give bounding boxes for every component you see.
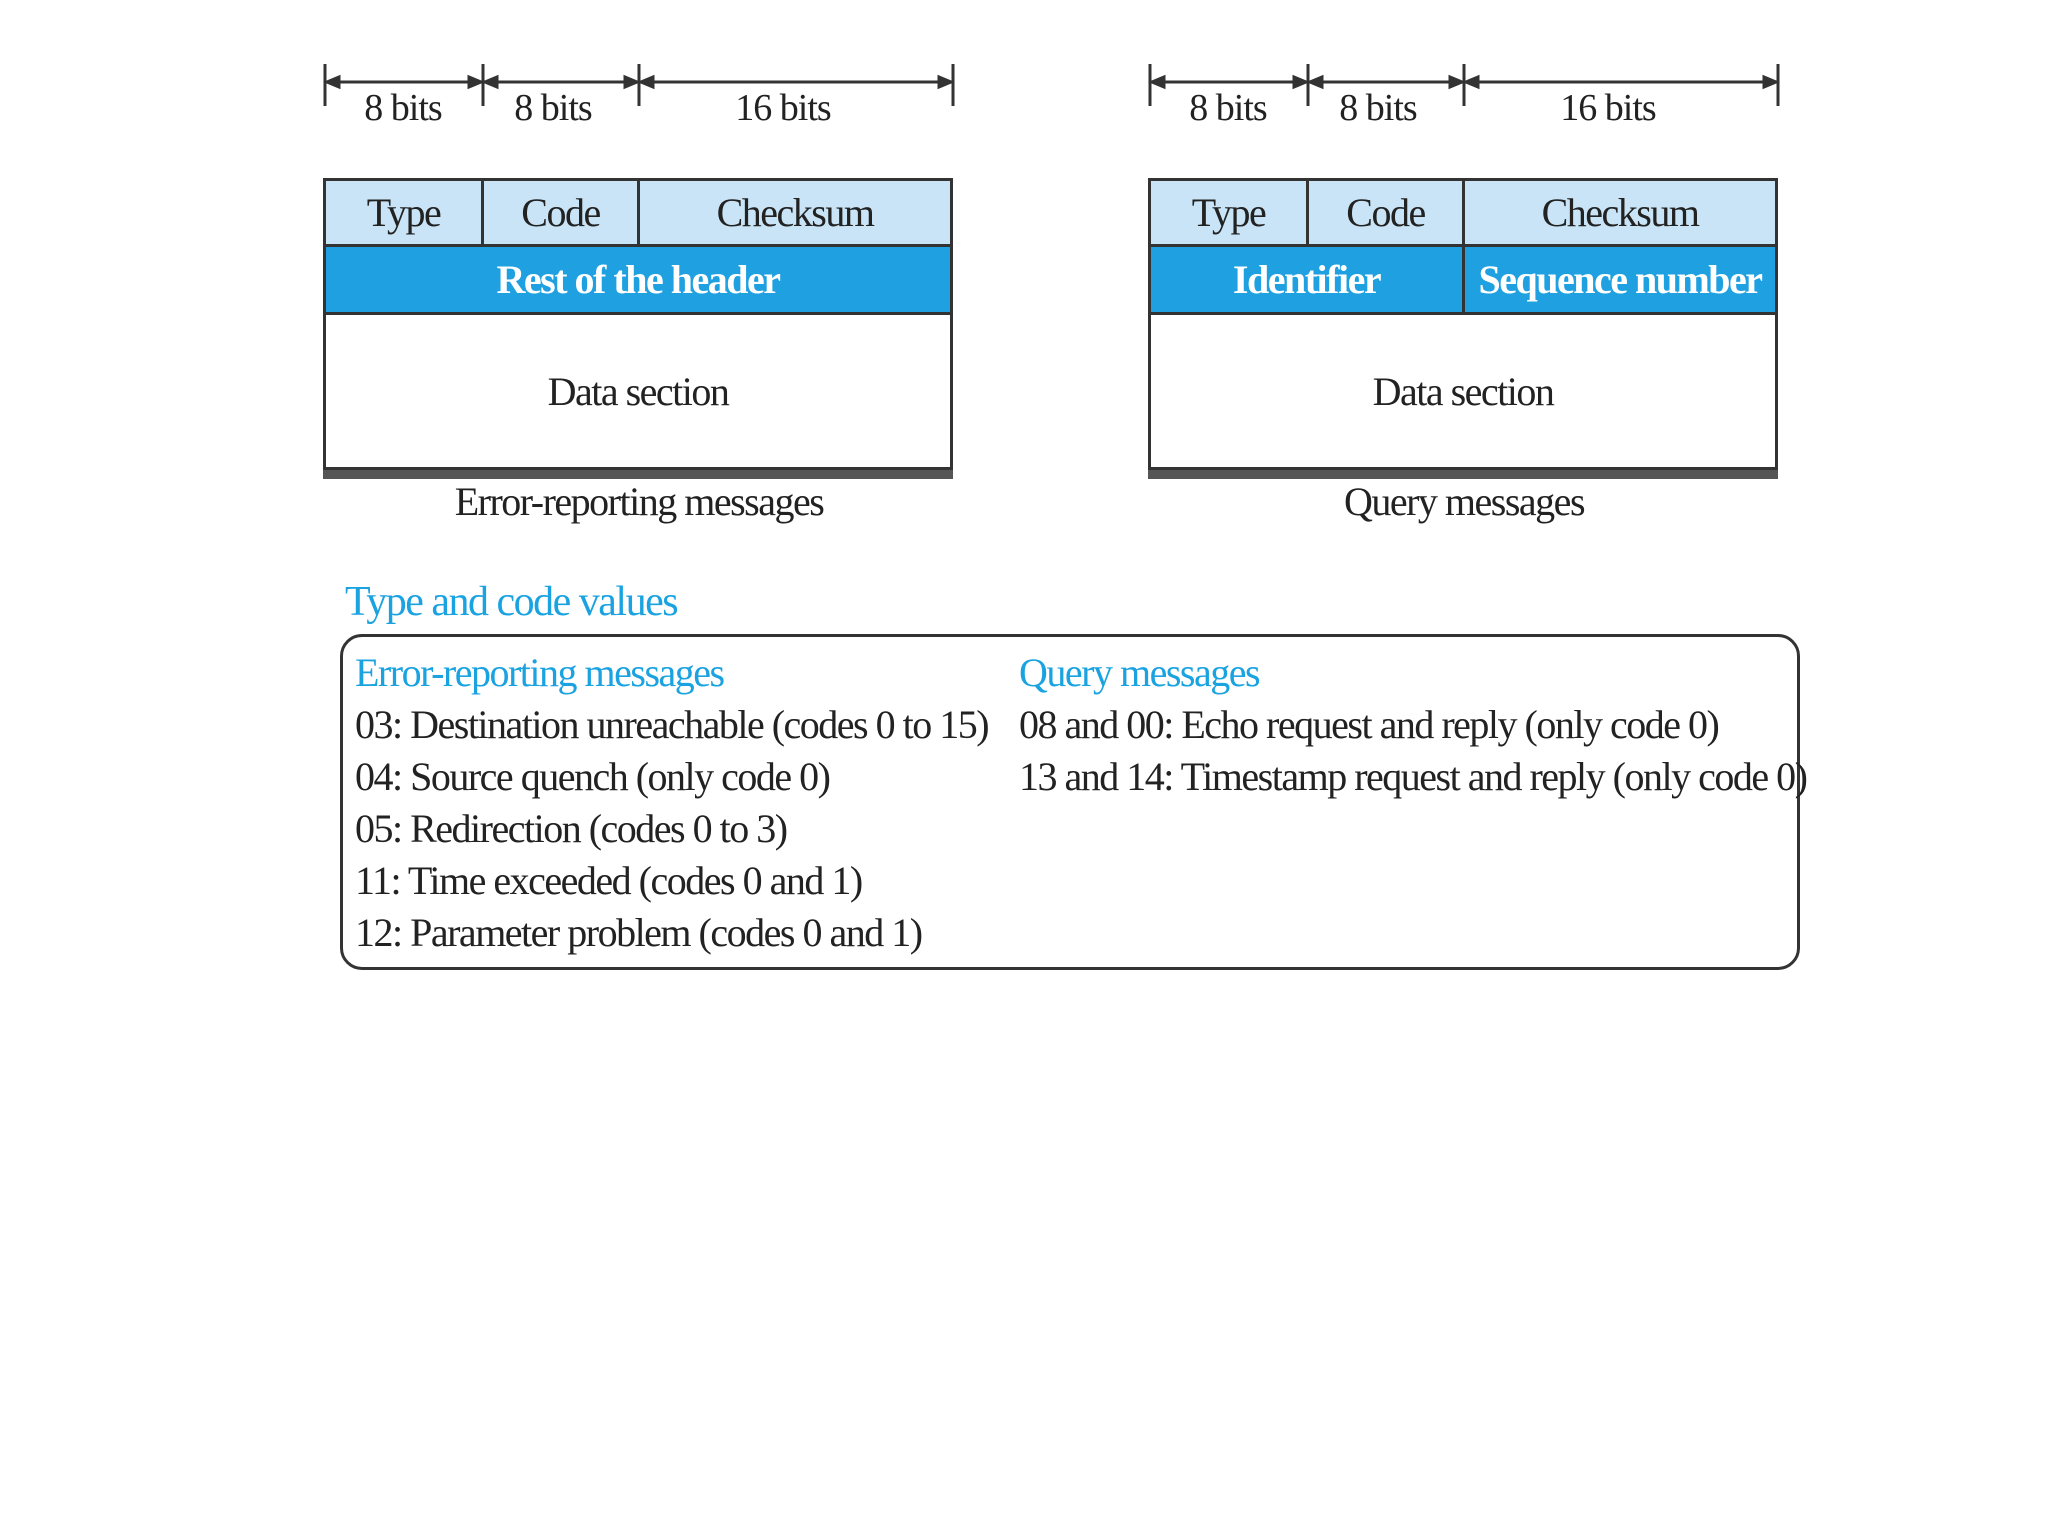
field-code: Code <box>1309 181 1465 244</box>
field-identifier: Identifier <box>1151 247 1465 312</box>
list-item: 03: Destination unreachable (codes 0 to 15) <box>355 702 989 747</box>
bits-type-label: 8 bits <box>364 87 442 129</box>
list-item: 04: Source quench (only code 0) <box>355 754 830 799</box>
field-checksum: Checksum <box>1541 190 1699 235</box>
field-sequence-number: Sequence number <box>1478 257 1762 302</box>
field-type: Type <box>326 181 484 244</box>
type-code-values-box <box>340 634 1807 970</box>
query-heading: Query messages <box>1019 650 1260 695</box>
type-code-values-title: Type and code values <box>345 579 678 625</box>
list-item: 05: Redirection (codes 0 to 3) <box>355 806 787 851</box>
bits-type-label: 8 bits <box>1189 87 1267 129</box>
bits-checksum-label: 16 bits <box>1560 87 1656 129</box>
header-row-1 <box>326 181 950 247</box>
bits-code-label: 8 bits <box>514 87 592 129</box>
field-checksum: Checksum <box>716 190 874 235</box>
query-diagram-caption: Query messages <box>1343 479 1585 524</box>
list-item: 13 and 14: Timestamp request and reply (only code 0) <box>1019 754 1807 799</box>
field-code: Code <box>484 181 640 244</box>
field-rest-of-header: Rest of the header <box>496 257 780 302</box>
query-column <box>1019 647 1806 803</box>
list-item: 11: Time exceeded (codes 0 and 1) <box>355 858 862 903</box>
header-row-2 <box>1151 247 1775 315</box>
dimension-arrows <box>1148 60 1780 110</box>
data-section: Data section <box>547 368 729 414</box>
data-section: Data section <box>1372 368 1554 414</box>
error-packet-layout <box>323 178 953 470</box>
header-row-1 <box>1151 181 1775 247</box>
dimension-arrows <box>323 60 955 110</box>
error-diagram-caption: Error-reporting messages <box>454 479 824 524</box>
header-row-2 <box>326 247 950 315</box>
bits-code-label: 8 bits <box>1339 87 1417 129</box>
bits-checksum-label: 16 bits <box>735 87 831 129</box>
list-item: 12: Parameter problem (codes 0 and 1) <box>355 910 922 955</box>
query-packet-layout <box>1148 178 1778 470</box>
error-reporting-heading: Error-reporting messages <box>355 650 724 695</box>
list-item: 08 and 00: Echo request and reply (only code 0) <box>1019 702 1719 747</box>
field-type: Type <box>1151 181 1309 244</box>
error-reporting-column <box>355 647 988 959</box>
